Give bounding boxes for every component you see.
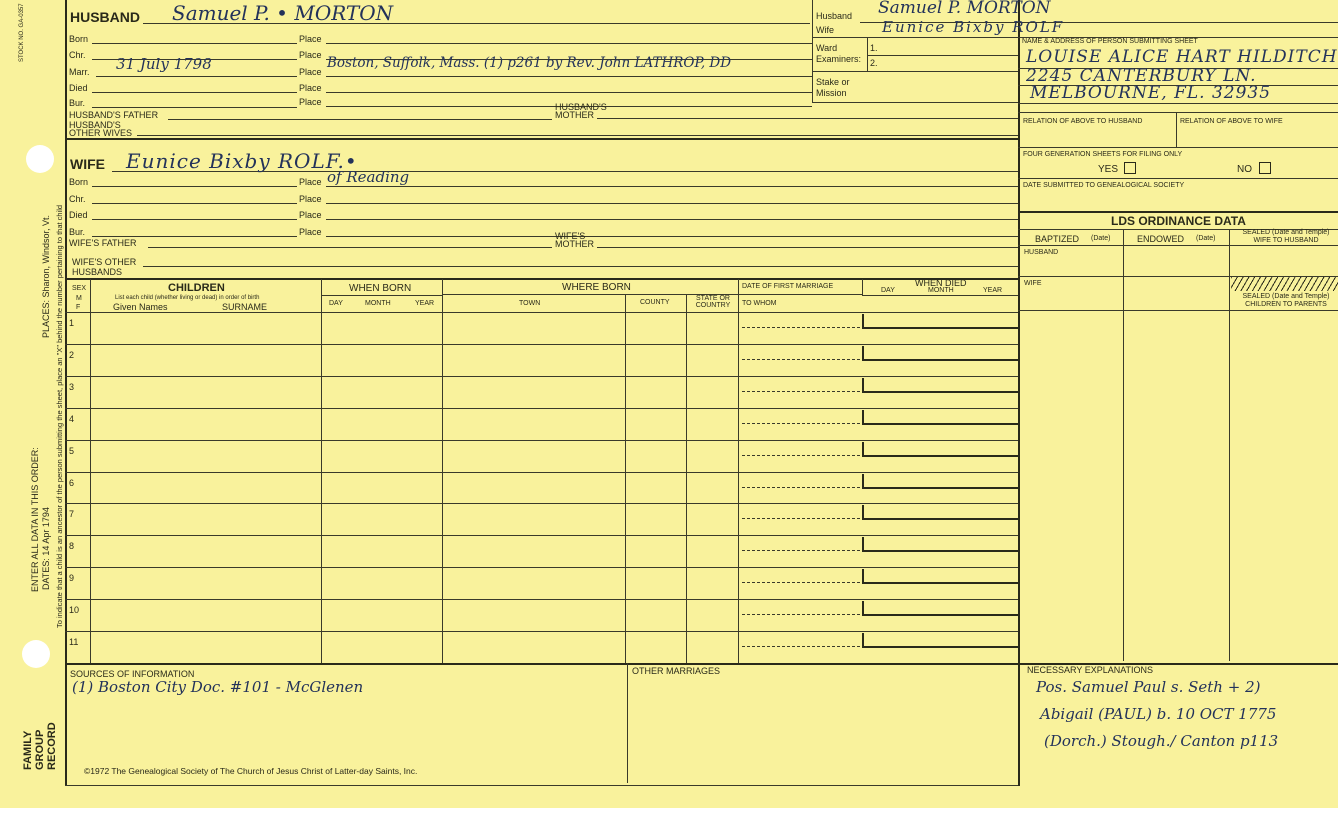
child-row-number: 4 <box>69 414 75 424</box>
child-row-line-right <box>738 535 1018 536</box>
wife-father-label: WIFE'S FATHER <box>69 238 137 248</box>
child-row-line-right <box>738 440 1018 441</box>
husband-died-place-line <box>326 92 812 93</box>
child-row-number: 1 <box>69 318 75 328</box>
husband-born-label: Born <box>69 34 89 44</box>
four-gen-bottom <box>1018 178 1338 179</box>
header-box-divider <box>812 0 813 102</box>
child-died-tick <box>862 378 864 392</box>
relation-to-husband-label: RELATION OF ABOVE TO HUSBAND <box>1023 118 1143 125</box>
first-marriage-label: DATE OF FIRST MARRIAGE <box>742 283 834 290</box>
submitter-line-3[interactable]: MELBOURNE, FL. 32935 <box>1030 83 1272 103</box>
wife-born-line <box>92 186 297 187</box>
dates-order: DATES: 14 Apr 1794 <box>41 507 51 590</box>
surname-label: SURNAME <box>222 302 268 312</box>
children-col-state <box>686 294 687 663</box>
ward-examiner-1: 1. <box>870 43 878 53</box>
sources-label: SOURCES OF INFORMATION <box>70 669 195 679</box>
lds-head-bottom <box>1018 245 1338 246</box>
wife-bur-line <box>92 236 297 237</box>
town-label: TOWN <box>519 300 541 307</box>
wife-chr-label: Chr. <box>69 194 86 204</box>
children-note: List each child (whether living or dead) in order of birth <box>115 295 260 301</box>
place-label: Place <box>299 177 322 187</box>
endowed-label: ENDOWED <box>1137 234 1184 244</box>
husband-marr-date[interactable]: 31 July 1798 <box>116 55 212 73</box>
relation-to-wife-label: RELATION OF ABOVE TO WIFE <box>1180 118 1283 125</box>
county-label: COUNTY <box>640 299 670 306</box>
explanation-line-3[interactable]: (Dorch.) Stough./ Canton p113 <box>1044 732 1279 750</box>
wife-heading: WIFE <box>70 156 105 172</box>
wife-mother-line <box>597 247 1018 248</box>
children-header-bottom <box>65 312 1018 313</box>
children-col-when <box>321 279 322 663</box>
child-row-line-right <box>738 408 1018 409</box>
children-col-where <box>442 279 443 663</box>
wife-mother-label: WIFE'S MOTHER <box>555 231 594 249</box>
child-row-number: 9 <box>69 573 75 583</box>
child-row-line-right <box>738 599 1018 600</box>
first-marriage-under <box>738 294 862 295</box>
header-wife-label: Wife <box>816 25 834 35</box>
husband-born-place-line <box>326 43 812 44</box>
submitter-box-bottom <box>1018 112 1338 113</box>
child-died-line <box>862 487 1018 489</box>
child-died-line <box>862 327 1018 329</box>
child-marriage-dash <box>742 550 860 551</box>
submitter-line-2[interactable]: 2245 CANTERBURY LN. <box>1026 66 1257 86</box>
lds-wife-bottom <box>1018 310 1338 311</box>
submitter-line-1[interactable]: LOUISE ALICE HART HILDITCH <box>1026 47 1338 67</box>
header-box-bottom <box>812 102 1018 103</box>
child-row-line <box>65 599 738 600</box>
husband-father-line <box>168 119 552 120</box>
explanations-label: NECESSARY EXPLANATIONS <box>1027 665 1154 675</box>
no-checkbox[interactable] <box>1259 162 1271 174</box>
child-marriage-dash <box>742 327 860 328</box>
husband-born-line <box>92 43 297 44</box>
copyright: ©1972 The Genealogical Society of The Church of Jesus Christ of Latter-day Saints, Inc. <box>84 766 418 776</box>
child-died-line <box>862 582 1018 584</box>
relation-divider <box>1176 112 1177 147</box>
child-row-number: 3 <box>69 382 75 392</box>
stock-number: STOCK NO. GA-0357 <box>19 3 25 62</box>
submitter-label: NAME & ADDRESS OF PERSON SUBMITTING SHEET <box>1022 38 1198 45</box>
child-row-line <box>65 503 738 504</box>
child-died-tick <box>862 410 864 424</box>
child-died-tick <box>862 314 864 328</box>
place-label: Place <box>299 34 322 44</box>
child-row-number: 11 <box>69 637 79 647</box>
husband-section-bottom <box>65 138 1018 140</box>
child-died-tick <box>862 633 864 647</box>
born-year-label: YEAR <box>415 300 435 307</box>
child-died-line <box>862 391 1018 393</box>
wife-other-husbands-line <box>143 266 1018 267</box>
husband-mother-line <box>597 118 1018 119</box>
child-died-tick <box>862 537 864 551</box>
frame-divider <box>1018 0 1020 786</box>
child-row-line <box>65 567 738 568</box>
children-col-died <box>862 279 863 295</box>
wife-father-line <box>148 247 552 248</box>
sources-text[interactable]: (1) Boston City Doc. #101 - McGlenen <box>72 678 364 696</box>
place-label: Place <box>299 227 322 237</box>
child-row-number: 10 <box>69 605 80 615</box>
husband-bur-label: Bur. <box>69 98 86 108</box>
wife-born-place[interactable]: of Reading <box>327 168 410 186</box>
yes-label: YES <box>1098 164 1119 175</box>
wife-chr-line <box>92 203 297 204</box>
relation-box-bottom <box>1018 147 1338 148</box>
when-died-label: WHEN DIED <box>915 278 967 288</box>
baptized-label: BAPTIZED <box>1035 234 1080 244</box>
husband-bur-line <box>92 107 297 108</box>
husband-marr-label: Marr. <box>69 67 90 77</box>
lds-title: LDS ORDINANCE DATA <box>1111 214 1246 228</box>
sex-m-label: M <box>76 295 82 302</box>
child-died-tick <box>862 601 864 615</box>
husband-name[interactable]: Samuel P. • MORTON <box>172 1 394 25</box>
lds-wife-label: WIFE <box>1024 280 1042 287</box>
husband-other-wives-label: HUSBAND'S OTHER WIVES <box>69 120 133 138</box>
wife-died-label: Died <box>69 210 88 220</box>
ward-line-bottom <box>812 71 1018 72</box>
child-marriage-dash <box>742 518 860 519</box>
yes-checkbox[interactable] <box>1124 162 1136 174</box>
child-marriage-dash <box>742 391 860 392</box>
places-order: PLACES: Sharon, Windsor, Vt. <box>41 214 51 338</box>
child-row-number: 7 <box>69 509 75 519</box>
born-day-label: DAY <box>329 300 343 307</box>
child-died-line <box>862 518 1018 520</box>
place-label: Place <box>299 194 322 204</box>
child-row-number: 8 <box>69 541 75 551</box>
husband-father-label: HUSBAND'S FATHER <box>69 110 159 120</box>
child-row-line <box>65 535 738 536</box>
died-day-label: DAY <box>881 287 895 294</box>
date-submitted-label: DATE SUBMITTED TO GENEALOGICAL SOCIETY <box>1023 182 1185 189</box>
children-col-marriage <box>738 279 739 663</box>
child-marriage-dash <box>742 487 860 488</box>
child-row-line-right <box>738 567 1018 568</box>
child-row-line <box>65 472 738 473</box>
sealed-hatch <box>1231 277 1338 291</box>
husband-mother-label: HUSBAND'S MOTHER <box>555 102 607 120</box>
child-died-line <box>862 455 1018 457</box>
child-marriage-dash <box>742 582 860 583</box>
died-month-label: MONTH <box>928 287 954 294</box>
sealed-wife-label: SEALED (Date and Temple) WIFE TO HUSBAND <box>1242 229 1330 244</box>
child-row-line-right <box>738 631 1018 632</box>
ward-line-mid <box>867 55 1018 56</box>
no-label: NO <box>1237 164 1252 175</box>
wife-died-place-line <box>326 219 1018 220</box>
baptized-date-hint: (Date) <box>1091 235 1111 242</box>
ward-divider <box>867 37 868 71</box>
child-died-tick <box>862 505 864 519</box>
child-row-number: 5 <box>69 446 75 456</box>
child-marriage-dash <box>742 423 860 424</box>
child-died-line <box>862 614 1018 616</box>
place-label: Place <box>299 67 322 77</box>
lds-col-1 <box>1123 229 1124 661</box>
child-row-line <box>65 631 738 632</box>
husband-other-wives-line <box>137 135 1018 136</box>
endowed-date-hint: (Date) <box>1196 235 1216 242</box>
punch-hole-bottom <box>22 640 50 668</box>
child-row-line-right <box>738 376 1018 377</box>
header-husband-label: Husband <box>816 11 853 21</box>
wife-section-bottom <box>65 278 1018 280</box>
header-wife-value[interactable]: Eunice Bixby ROLF <box>882 18 1065 36</box>
wife-bur-place-line <box>326 236 1018 237</box>
child-died-line <box>862 423 1018 425</box>
child-row-line-right <box>738 503 1018 504</box>
header-husband-value[interactable]: Samuel P. MORTON <box>878 0 1051 18</box>
husband-heading: HUSBAND <box>70 9 140 25</box>
lds-husband-label: HUSBAND <box>1024 249 1059 256</box>
punch-hole-top <box>26 145 54 173</box>
child-died-tick <box>862 442 864 456</box>
husband-marr-place[interactable]: Boston, Suffolk, Mass. (1) p261 by Rev. John LATHROP, DD <box>327 55 732 71</box>
footer-bottom <box>65 785 1018 786</box>
place-label: Place <box>299 210 322 220</box>
wife-other-husbands-label: WIFE'S OTHER HUSBANDS <box>72 257 137 277</box>
place-label: Place <box>299 83 322 93</box>
child-died-tick <box>862 474 864 488</box>
sex-col <box>90 279 91 663</box>
child-row-number: 6 <box>69 478 75 488</box>
where-born-label: WHERE BORN <box>562 282 631 293</box>
wife-chr-place-line <box>326 203 1018 204</box>
explanation-line-2[interactable]: Abigail (PAUL) b. 10 OCT 1775 <box>1040 705 1277 723</box>
child-marriage-dash <box>742 614 860 615</box>
form-title: FAMILY GROUP RECORD <box>22 722 58 770</box>
wife-died-line <box>92 219 297 220</box>
ward-examiner-2: 2. <box>870 58 878 68</box>
footer-divider-1 <box>627 663 628 783</box>
child-row-line-right <box>738 472 1018 473</box>
wife-born-label: Born <box>69 177 89 187</box>
sex-f-label: F <box>76 304 81 311</box>
ancestor-instructions: To indicate that a child is an ancestor of the person submitting the sheet, place an "X" behind the number pertaining to that child <box>55 204 64 628</box>
when-born-label: WHEN BORN <box>349 283 412 294</box>
ward-examiners-label: Ward Examiners: <box>816 43 862 64</box>
wife-name[interactable]: Eunice Bixby ROLF.• <box>126 149 358 173</box>
child-row-line <box>65 376 738 377</box>
child-died-line <box>862 359 1018 361</box>
child-died-tick <box>862 346 864 360</box>
children-col-county <box>625 294 626 663</box>
sealed-children-label: SEALED (Date and Temple) CHILDREN TO PARENTS <box>1242 293 1330 308</box>
husband-marr-line <box>96 76 297 77</box>
submitter-rule-3 <box>1018 103 1338 104</box>
husband-died-label: Died <box>69 83 88 93</box>
lds-col-2 <box>1229 229 1230 661</box>
child-row-line <box>65 440 738 441</box>
stake-mission-label: Stake or Mission <box>816 77 850 98</box>
given-names-label: Given Names <box>113 302 168 312</box>
child-row-line-right <box>738 344 1018 345</box>
sex-label: SEX <box>72 285 87 292</box>
to-whom-label: TO WHOM <box>742 300 777 307</box>
wife-bur-label: Bur. <box>69 227 86 237</box>
child-row-line <box>65 408 738 409</box>
husband-marr-place-line <box>326 76 812 77</box>
child-row-line <box>65 344 738 345</box>
child-died-line <box>862 550 1018 552</box>
explanation-line-1[interactable]: Pos. Samuel Paul s. Seth + 2) <box>1036 678 1261 696</box>
other-marriages-label: OTHER MARRIAGES <box>632 666 721 676</box>
child-marriage-dash <box>742 455 860 456</box>
enter-order-label: ENTER ALL DATA IN THIS ORDER: <box>30 447 40 592</box>
date-submitted-bottom <box>1018 211 1338 213</box>
four-generation-label: FOUR GENERATION SHEETS FOR FILING ONLY <box>1023 151 1183 158</box>
place-label: Place <box>299 97 322 107</box>
wife-born-place-line <box>326 186 1018 187</box>
child-marriage-dash <box>742 646 860 647</box>
when-died-under <box>862 295 1018 296</box>
child-row-number: 2 <box>69 350 75 360</box>
children-heading: CHILDREN <box>168 282 225 294</box>
died-year-label: YEAR <box>983 287 1003 294</box>
child-died-line <box>862 646 1018 648</box>
husband-chr-label: Chr. <box>69 50 86 60</box>
when-born-under <box>321 295 442 296</box>
place-label: Place <box>299 50 322 60</box>
husband-died-line <box>92 92 297 93</box>
born-month-label: MONTH <box>365 300 391 307</box>
child-marriage-dash <box>742 359 860 360</box>
frame-left <box>65 0 67 786</box>
child-died-tick <box>862 569 864 583</box>
state-label: STATE OR COUNTRY <box>695 295 731 309</box>
